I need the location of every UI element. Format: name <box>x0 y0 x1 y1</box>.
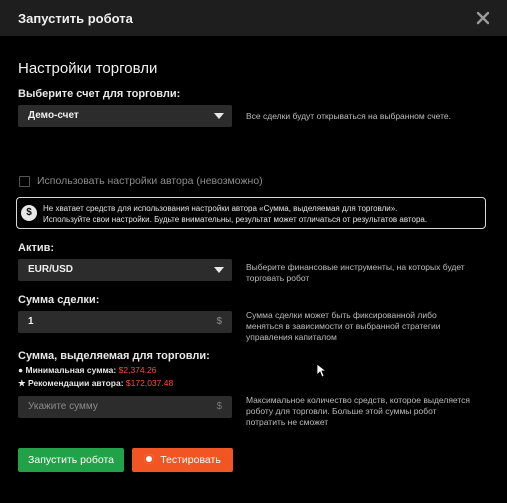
trading-amount-label: Сумма, выделяемая для торговли: <box>18 350 210 362</box>
account-select[interactable] <box>18 105 232 127</box>
dialog-title: Запустить робота <box>18 11 133 26</box>
min-amount-label: ● Минимальная сумма: <box>18 365 117 375</box>
min-amount-value: $2,374.26 <box>118 365 157 375</box>
deal-amount-value: 1 <box>28 316 34 327</box>
dollar-sign: $ <box>216 316 222 327</box>
account-label: Выберите счет для торговли: <box>18 88 181 100</box>
account-selected: Демо-счет <box>28 110 79 121</box>
asset-label: Актив: <box>18 242 55 254</box>
dollar-sign: $ <box>216 401 222 412</box>
asset-hint: Выберите финансовые инструменты, на которых будет торговать робот <box>246 262 465 283</box>
min-amount-line <box>18 365 156 375</box>
alert-text-line1: Не хватает средств для использования настройки автора «Сумма, выделяемая для торговли». <box>43 204 398 213</box>
gear-icon <box>144 454 154 464</box>
alert-text-line2: Используйте свои настройки. Будьте внимательны, результат может отличаться от результатов автора. <box>43 215 428 224</box>
author-recommendation-label: ★ Рекомендации автора: <box>18 378 124 388</box>
insufficient-funds-alert <box>16 197 486 229</box>
author-settings-label: Использовать настройки автора (невозможно) <box>37 175 263 187</box>
deal-amount-label: Сумма сделки: <box>18 294 100 306</box>
asset-select[interactable] <box>18 259 232 281</box>
mouse-cursor-icon <box>317 364 327 378</box>
test-button[interactable] <box>132 448 233 472</box>
deal-amount-input[interactable] <box>18 311 232 333</box>
account-hint: Все сделки будут открываться на выбранном счете. <box>246 111 452 121</box>
chevron-down-icon <box>214 113 224 119</box>
dialog-header <box>0 0 507 36</box>
trading-amount-input[interactable] <box>18 396 232 418</box>
asset-selected: EUR/USD <box>28 264 74 275</box>
trading-amount-placeholder: Укажите сумму <box>28 401 98 412</box>
start-robot-button[interactable]: Запустить робота <box>18 448 124 472</box>
chevron-down-icon <box>214 267 224 273</box>
alert-text <box>43 203 483 225</box>
author-recommendation-value: $172,037.48 <box>125 378 174 388</box>
trading-amount-hint: Максимальное количество средств, которое выделяется роботу для торговли. Больше этой суммы робот потратить не сможет <box>246 395 471 427</box>
section-title: Настройки торговли <box>18 60 158 77</box>
test-button-label: Тестировать <box>160 454 221 466</box>
author-recommendation-line <box>18 378 173 389</box>
dollar-icon: $ <box>21 205 37 221</box>
deal-amount-hint: Сумма сделки может быть фиксированной либо меняться в зависимости от выбранной стратегии управления капиталом <box>246 310 441 342</box>
author-settings-checkbox[interactable] <box>19 176 30 187</box>
close-icon[interactable] <box>474 9 492 27</box>
